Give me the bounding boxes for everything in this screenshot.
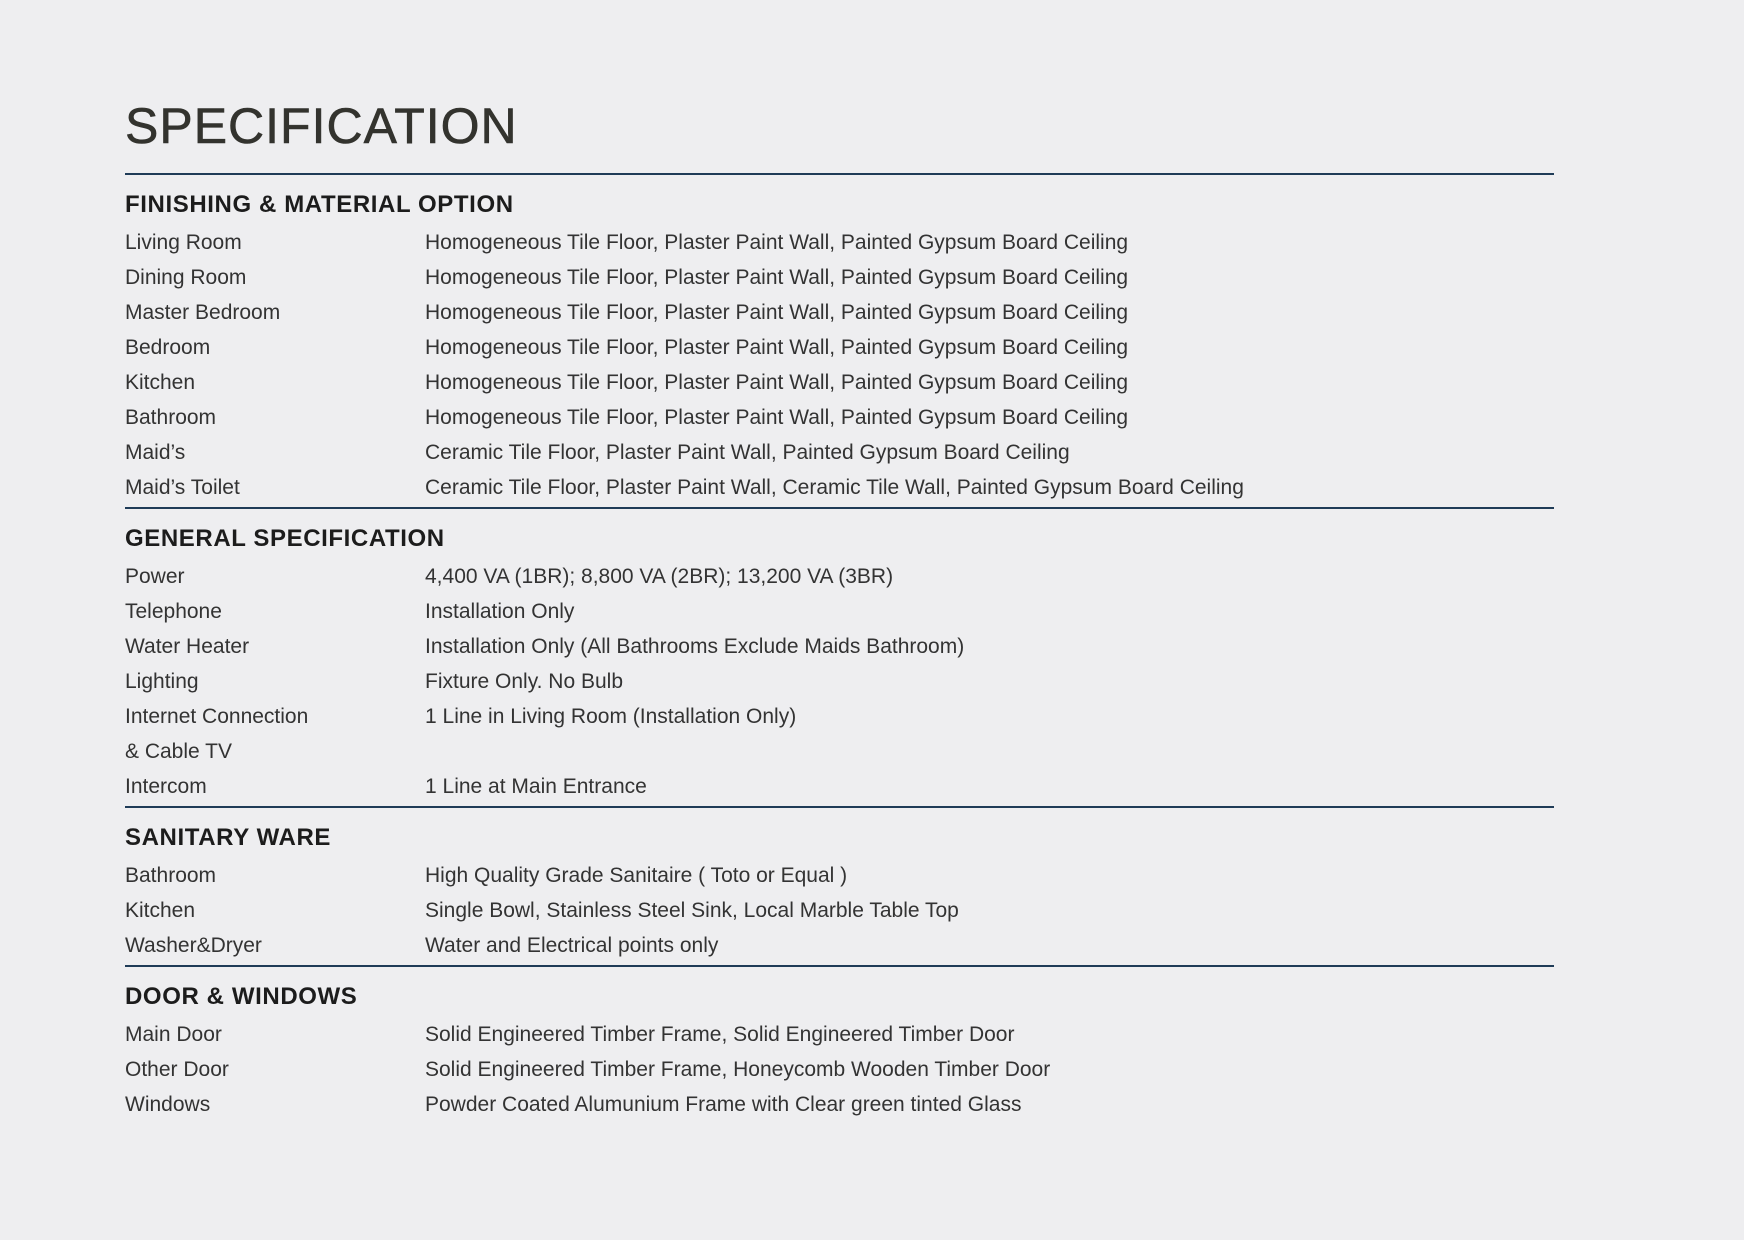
spec-label: Maid’s Toilet bbox=[125, 476, 240, 499]
section-heading: DOOR & WINDOWS bbox=[125, 983, 358, 1010]
spec-value: Single Bowl, Stainless Steel Sink, Local Marble Table Top bbox=[425, 899, 959, 922]
spec-label: Other Door bbox=[125, 1058, 229, 1081]
spec-value: Homogeneous Tile Floor, Plaster Paint Wall, Painted Gypsum Board Ceiling bbox=[425, 371, 1129, 394]
spec-value: Installation Only bbox=[425, 600, 575, 623]
spec-row bbox=[125, 295, 1554, 330]
spec-row bbox=[125, 928, 1554, 963]
section-finishing-material bbox=[125, 173, 1554, 507]
spec-label: Bathroom bbox=[125, 864, 217, 887]
section-heading: FINISHING & MATERIAL OPTION bbox=[125, 191, 514, 218]
spec-label: Internet Connection & Cable TV bbox=[125, 705, 309, 763]
spec-row bbox=[125, 225, 1554, 260]
spec-row bbox=[125, 435, 1554, 470]
spec-row bbox=[125, 664, 1554, 699]
spec-value: Homogeneous Tile Floor, Plaster Paint Wall, Painted Gypsum Board Ceiling bbox=[425, 406, 1129, 429]
spec-value: Ceramic Tile Floor, Plaster Paint Wall, Ceramic Tile Wall, Painted Gypsum Board Ceiling bbox=[425, 476, 1244, 499]
spec-label: Water Heater bbox=[125, 635, 250, 658]
spec-row bbox=[125, 260, 1554, 295]
spec-row bbox=[125, 330, 1554, 365]
section-heading: GENERAL SPECIFICATION bbox=[125, 525, 445, 552]
spec-list bbox=[125, 559, 1554, 806]
spec-label: Windows bbox=[125, 1093, 211, 1116]
spec-list bbox=[125, 858, 1554, 965]
section-sanitary-ware bbox=[125, 806, 1554, 965]
spec-list bbox=[125, 225, 1554, 507]
spec-row bbox=[125, 858, 1554, 893]
spec-row bbox=[125, 769, 1554, 804]
spec-value: Homogeneous Tile Floor, Plaster Paint Wall, Painted Gypsum Board Ceiling bbox=[425, 231, 1129, 254]
spec-label: Kitchen bbox=[125, 899, 196, 922]
spec-value: 4,400 VA (1BR); 8,800 VA (2BR); 13,200 VA (3BR) bbox=[425, 565, 894, 588]
spec-value: 1 Line in Living Room (Installation Only) bbox=[425, 705, 797, 728]
specification-page bbox=[125, 96, 1554, 1124]
section-heading: SANITARY WARE bbox=[125, 824, 332, 851]
spec-label: Kitchen bbox=[125, 371, 196, 394]
spec-row bbox=[125, 594, 1554, 629]
spec-label: Dining Room bbox=[125, 266, 247, 289]
spec-row bbox=[125, 365, 1554, 400]
spec-row bbox=[125, 1087, 1554, 1122]
spec-label: Intercom bbox=[125, 775, 207, 798]
spec-row bbox=[125, 1052, 1554, 1087]
spec-label: Telephone bbox=[125, 600, 222, 623]
spec-value: Powder Coated Alumunium Frame with Clear green tinted Glass bbox=[425, 1093, 1022, 1116]
spec-value: Solid Engineered Timber Frame, Honeycomb Wooden Timber Door bbox=[425, 1058, 1051, 1081]
page-title: SPECIFICATION bbox=[125, 98, 518, 154]
spec-value: Homogeneous Tile Floor, Plaster Paint Wall, Painted Gypsum Board Ceiling bbox=[425, 301, 1129, 324]
spec-value: 1 Line at Main Entrance bbox=[425, 775, 647, 798]
spec-row bbox=[125, 699, 1554, 769]
spec-label: Bathroom bbox=[125, 406, 217, 429]
section-general-specification bbox=[125, 507, 1554, 806]
spec-list bbox=[125, 1017, 1554, 1124]
spec-label: Master Bedroom bbox=[125, 301, 281, 324]
spec-row bbox=[125, 893, 1554, 928]
spec-row bbox=[125, 559, 1554, 594]
spec-label: Washer&Dryer bbox=[125, 934, 262, 957]
spec-value: Ceramic Tile Floor, Plaster Paint Wall, Painted Gypsum Board Ceiling bbox=[425, 441, 1070, 464]
spec-label: Living Room bbox=[125, 231, 242, 254]
spec-row bbox=[125, 470, 1554, 505]
spec-value: Fixture Only. No Bulb bbox=[425, 670, 624, 693]
section-door-windows bbox=[125, 965, 1554, 1124]
spec-label: Main Door bbox=[125, 1023, 222, 1046]
spec-value: Homogeneous Tile Floor, Plaster Paint Wall, Painted Gypsum Board Ceiling bbox=[425, 336, 1129, 359]
spec-label: Lighting bbox=[125, 670, 199, 693]
spec-row bbox=[125, 629, 1554, 664]
spec-value: Installation Only (All Bathrooms Exclude Maids Bathroom) bbox=[425, 635, 965, 658]
spec-label: Bedroom bbox=[125, 336, 211, 359]
spec-value: Water and Electrical points only bbox=[425, 934, 719, 957]
spec-value: High Quality Grade Sanitaire ( Toto or Equal ) bbox=[425, 864, 848, 887]
spec-value: Solid Engineered Timber Frame, Solid Engineered Timber Door bbox=[425, 1023, 1015, 1046]
spec-row bbox=[125, 1017, 1554, 1052]
spec-row bbox=[125, 400, 1554, 435]
spec-label: Maid’s bbox=[125, 441, 186, 464]
spec-value: Homogeneous Tile Floor, Plaster Paint Wall, Painted Gypsum Board Ceiling bbox=[425, 266, 1129, 289]
spec-label: Power bbox=[125, 565, 185, 588]
